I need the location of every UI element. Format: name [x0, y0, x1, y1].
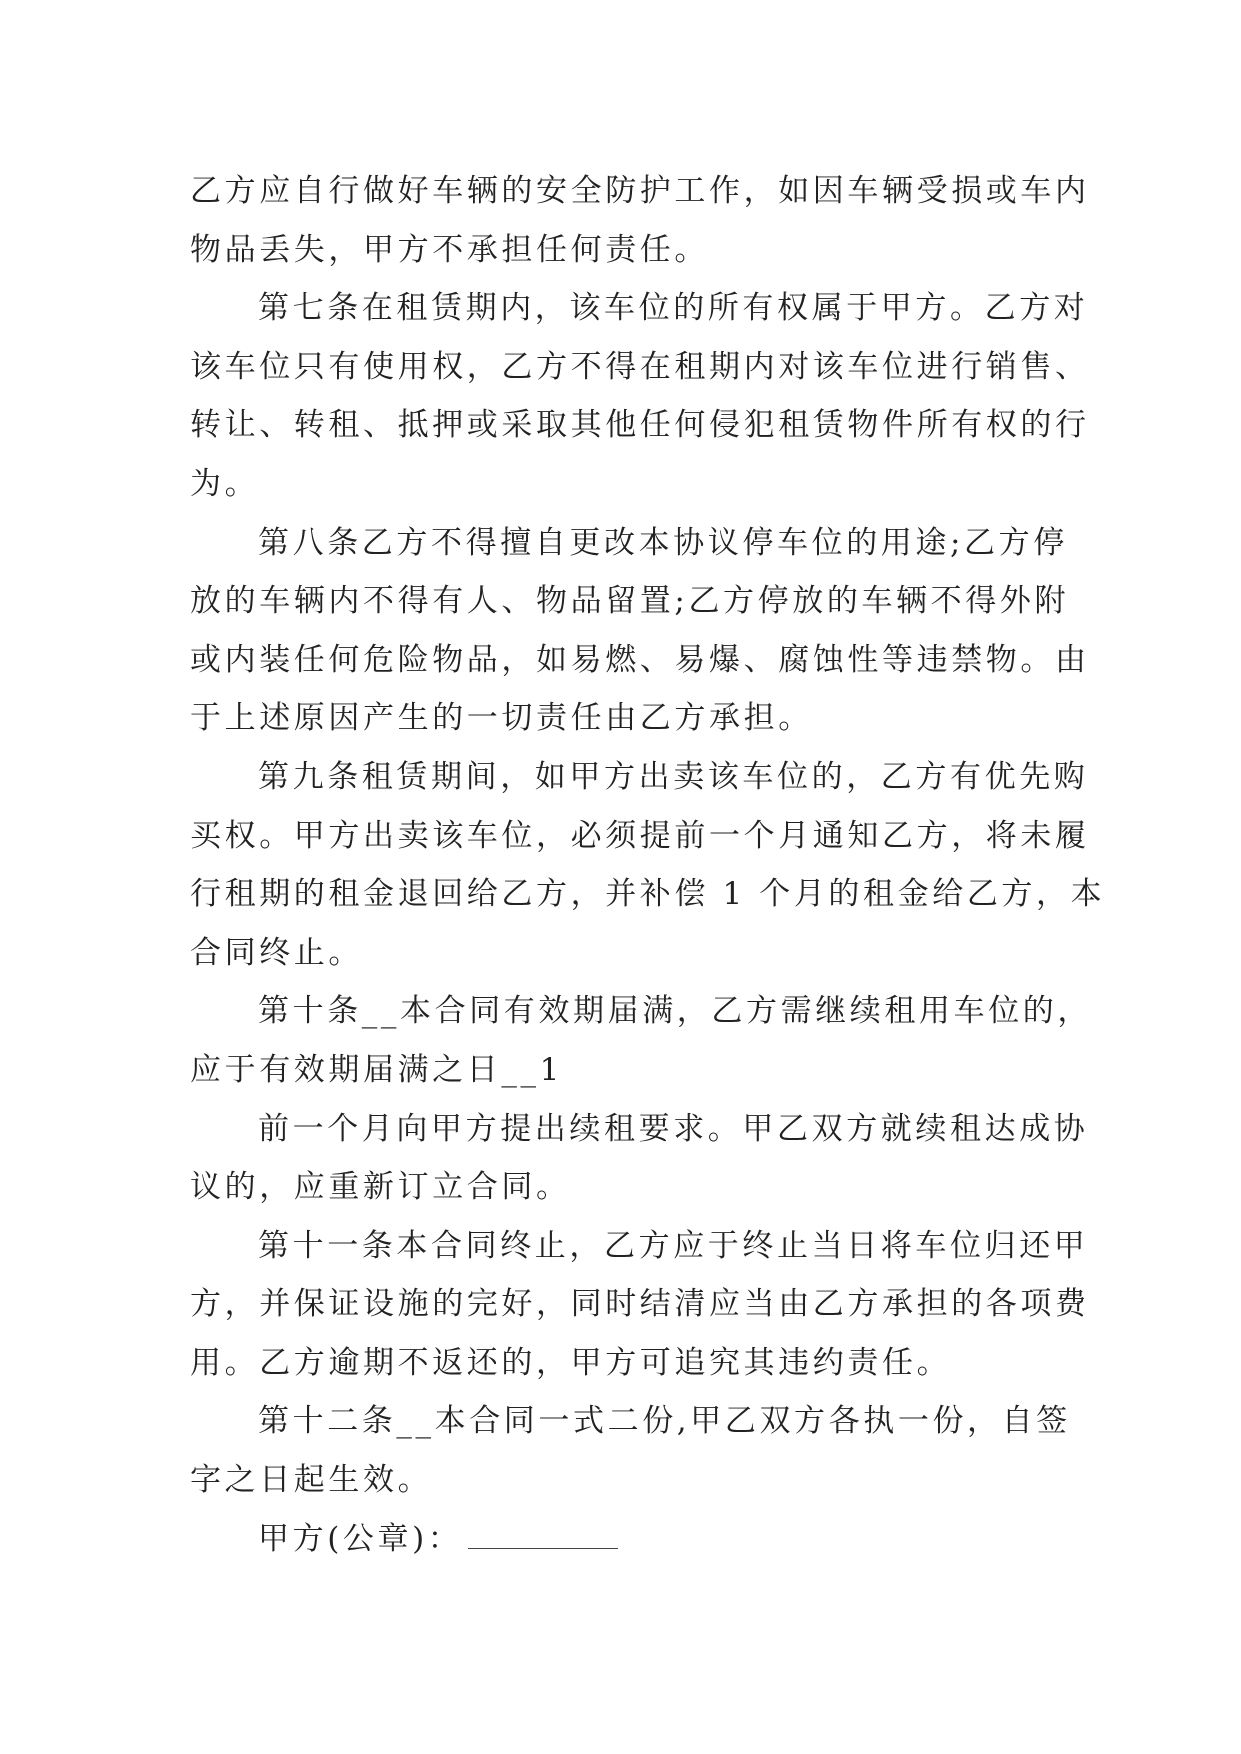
text-line: 字之日起生效。	[190, 1462, 433, 1499]
paragraph-article-8	[190, 514, 1090, 748]
text-line: 乙方应自行做好车辆的安全防护工作，如因车辆受损或车内	[190, 173, 1090, 209]
text-line: 前一个月向甲方提出续租要求。甲乙双方就续租达成协	[258, 1110, 1089, 1147]
text-line: 第十一条本合同终止，乙方应于终止当日将车位归还甲	[258, 1227, 1089, 1264]
text-line: 为。	[190, 465, 260, 502]
paragraph-article-10	[190, 982, 1092, 1099]
text-line: 用。乙方逾期不返还的，甲方可追究其违约责任。	[190, 1344, 952, 1381]
paragraph-article-7	[190, 279, 1090, 513]
text-line: 第九条租赁期间，如甲方出卖该车位的，乙方有优先购	[258, 758, 1089, 795]
text-line: 行租期的租金退回给乙方，并补偿 1 个月的租金给乙方，本	[190, 876, 1106, 913]
paragraph-article-9	[190, 748, 1106, 982]
text-line: 转让、转租、抵押或采取其他任何侵犯租赁物件所有权的行	[190, 407, 1090, 444]
text-line: 物品丢失，甲方不承担任何责任。	[190, 231, 709, 268]
paragraph-vehicle-safety	[190, 162, 1090, 279]
text-line: 方，并保证设施的完好，同时结清应当由乙方承担的各项费	[190, 1286, 1090, 1323]
text-line: 第十二条__本合同一式二份,甲乙双方各执一份，自签	[258, 1403, 1071, 1440]
signature-line	[190, 1510, 1070, 1569]
text-line: 该车位只有使用权，乙方不得在租期内对该车位进行销售、	[190, 348, 1090, 385]
signature-label: 甲方(公章)：	[258, 1520, 463, 1557]
text-line: 或内装任何危险物品，如易燃、易爆、腐蚀性等违禁物。由	[190, 641, 1090, 678]
signature-blank	[468, 1520, 618, 1549]
signature-party-a	[190, 1510, 1070, 1569]
text-line: 议的，应重新订立合同。	[190, 1169, 571, 1206]
text-line: 合同终止。	[190, 934, 363, 971]
text-line: 于上述原因产生的一切责任由乙方承担。	[190, 700, 813, 737]
paragraph-renewal	[190, 1100, 1089, 1217]
text-line: 应于有效期届满之日__1	[190, 1051, 563, 1088]
paragraph-article-11	[190, 1217, 1090, 1393]
paragraph-article-12	[190, 1392, 1070, 1509]
text-line: 第十条__本合同有效期届满，乙方需继续租用车位的，	[258, 993, 1092, 1030]
text-line: 买权。甲方出卖该车位，必须提前一个月通知乙方，将未履	[190, 817, 1090, 854]
text-line: 放的车辆内不得有人、物品留置;乙方停放的车辆不得外附	[190, 583, 1070, 620]
text-line: 第八条乙方不得擅自更改本协议停车位的用途;乙方停	[258, 524, 1068, 561]
document-body	[190, 162, 1106, 1568]
text-line: 第七条在租赁期内，该车位的所有权属于甲方。乙方对	[258, 290, 1089, 327]
